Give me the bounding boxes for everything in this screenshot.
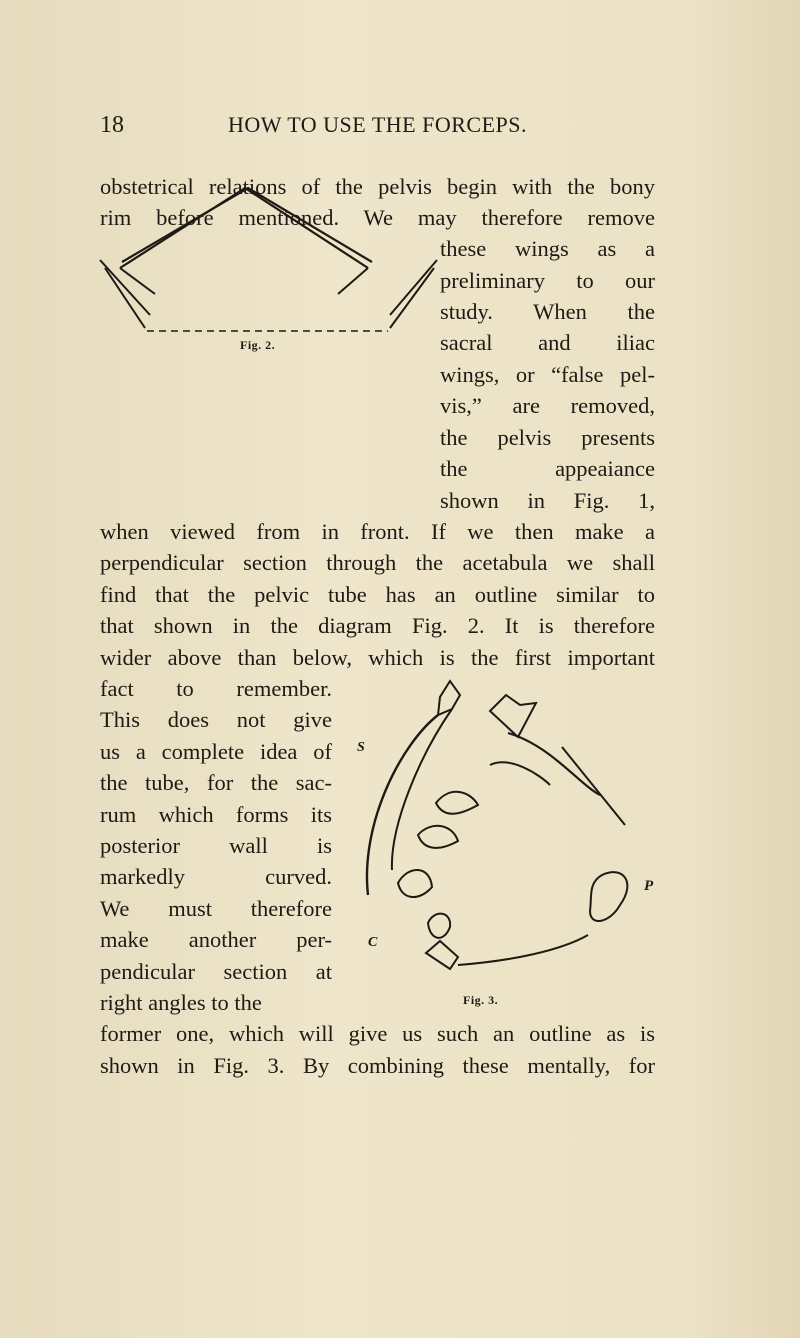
text-line: when viewed from in front. If we then make a <box>100 519 655 544</box>
fig3-vertebra-3 <box>398 870 432 897</box>
fig2-right-flank <box>390 268 434 328</box>
text-line: posterior wall is <box>100 833 332 858</box>
text-line: find that the pelvic tube has an outline similar to <box>100 582 655 607</box>
fig3-pubis <box>590 872 627 921</box>
text-line: that shown in the diagram Fig. 2. It is therefore <box>100 613 655 638</box>
fig2-left-flank <box>105 268 145 328</box>
figure-3-label-p: P <box>644 878 654 894</box>
text-line: wings, or “false pel- <box>440 362 655 387</box>
text-line: these wings as a <box>440 236 655 261</box>
text-line: shown in Fig. 3. By combining these mentally, for <box>100 1053 655 1078</box>
text-line: perpendicular section through the acetabula we shall <box>100 550 655 575</box>
fig3-front-line <box>562 747 625 825</box>
fig3-pubic-top <box>490 695 536 737</box>
text-line: We must therefore <box>100 896 332 921</box>
figure-3-label-s: S <box>357 740 366 755</box>
text-line: make another per- <box>100 927 332 952</box>
page-number: 18 <box>100 112 124 138</box>
fig3-sacrum-back <box>367 715 438 895</box>
page-header <box>100 112 700 142</box>
text-line: vis,” are removed, <box>440 393 655 418</box>
running-head: HOW TO USE THE FORCEPS. <box>228 112 527 137</box>
text-line: the appeaiance <box>440 456 655 481</box>
text-line: preliminary to our <box>440 268 655 293</box>
fig3-coccyx <box>428 914 450 938</box>
text-line: pendicular section at <box>100 959 332 984</box>
figure-2-caption: Fig. 2. <box>240 338 276 352</box>
fig3-outlet-line <box>458 935 588 965</box>
text-line: the pelvis presents <box>440 425 655 450</box>
figure-2-frame <box>100 240 440 340</box>
fig3-upper-arc <box>508 733 600 795</box>
figure-3-caption: Fig. 3. <box>463 993 499 1007</box>
fig3-inner-arc <box>490 762 550 785</box>
text-line: study. When the <box>440 299 655 324</box>
fig3-sacral-promontory <box>438 681 460 715</box>
text-line: rum which forms its <box>100 802 332 827</box>
text-line: wider above than below, which is the first important <box>100 645 655 670</box>
text-line: This does not give <box>100 707 332 732</box>
text-line: us a complete idea of <box>100 739 332 764</box>
figure-3-label-c: C <box>368 935 378 950</box>
fig3-vertebra-2 <box>418 826 458 848</box>
text-line: right angles to the <box>100 990 262 1015</box>
text-line: rim before mentioned. We may therefore remove <box>100 205 655 230</box>
text-line: shown in Fig. 1, <box>440 488 655 513</box>
text-line: the tube, for the sac- <box>100 770 332 795</box>
text-line: sacral and iliac <box>440 330 655 355</box>
fig3-vertebra-1 <box>436 792 478 814</box>
fig3-coccyx-tip <box>426 941 458 969</box>
text-line: obstetrical relations of the pelvis begin with the bony <box>100 174 655 199</box>
text-line: markedly curved. <box>100 864 332 889</box>
figure-3-diagram <box>340 665 640 995</box>
fig3-sacrum-front <box>392 709 452 870</box>
text-line: fact to remember. <box>100 676 332 701</box>
text-line: former one, which will give us such an outline as is <box>100 1021 655 1046</box>
